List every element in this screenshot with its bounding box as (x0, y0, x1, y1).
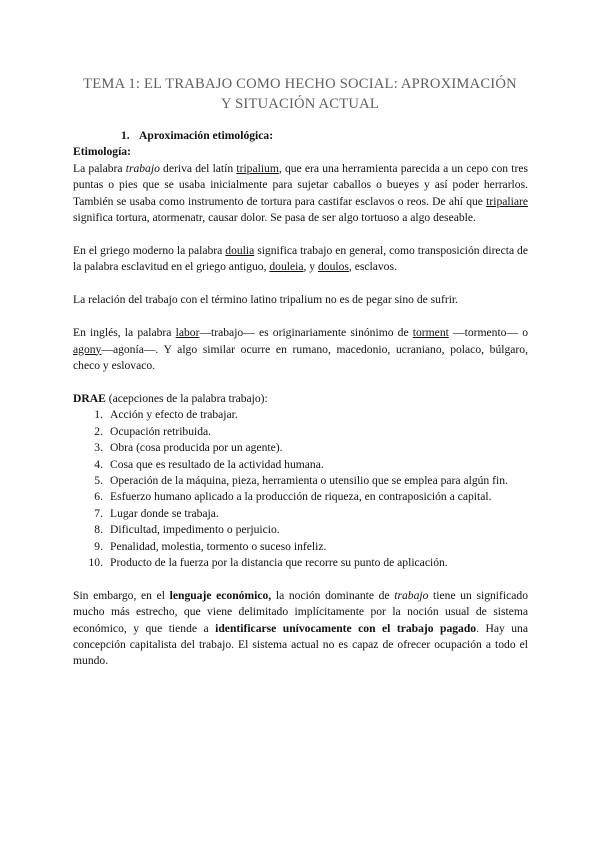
bold-term: identificarse unívocamente con el trabajo pagado (215, 621, 477, 635)
drae-heading: DRAE (acepciones de la palabra trabajo): (73, 391, 268, 405)
list-item: 9. Penalidad, molestia, tormento o suceso infeliz. (94, 539, 327, 553)
underlined-term: doulia (225, 243, 255, 257)
paragraph-ingles: En inglés, la palabra labor—trabajo— es originariamente sinónimo de torment —tormento— o agony—agonía—. Y algo similar ocurre en rumano, macedonio, ucraniano, polaco, búlgaro, checo y eslovaco. (73, 326, 529, 372)
section-number: 1. (121, 129, 130, 142)
paragraph-relacion: La relación del trabajo con el término latino tripalium no es de pegar sino de sufrir. (73, 293, 459, 307)
list-item: 2. Ocupación retribuida. (94, 424, 212, 438)
underlined-term: agony (73, 342, 102, 356)
list-item: 3. Obra (cosa producida por un agente). (94, 441, 283, 455)
document-body (73, 128, 528, 670)
paragraph-griego: En el griego moderno la palabra doulia significa trabajo en general, como transposición directa de la palabra esclavitud en el griego antiguo, douleia, y doulos, esclavos. (73, 243, 528, 274)
list-item: 7. Lugar donde se trabaja. (94, 506, 219, 520)
underlined-term: torment (412, 326, 449, 340)
page-title (40, 74, 560, 114)
underlined-term: doulos (318, 260, 349, 274)
underlined-term: tripalium (236, 161, 279, 175)
italic-term: trabajo (394, 588, 429, 602)
underlined-term: douleia (269, 260, 304, 274)
subheading-etimologia: Etimología: (73, 145, 131, 159)
list-item: 10. Producto de la fuerza por la distancia que recorre su punto de aplicación. (88, 555, 448, 569)
list-item: 1. Acción y efecto de trabajar. (94, 408, 238, 422)
underlined-term: labor (175, 326, 200, 340)
drae-label: DRAE (73, 391, 106, 405)
section-heading-text: Aproximación etimológica: (139, 129, 274, 142)
paragraph-tripalium: La palabra trabajo deriva del latín tripalium, que era una herramienta parecida a un cepo con tres puntas o pies que se usaba inicialmente para sujetar caballos o bueyes y así poder herrarlos. También se usaba como instrumento de tortura para castifar esclavos o reos. De ahí que tripaliare significa tortura, atormenatr, causar dolor. Se pasa de ser algo tortuoso a algo deseable. (73, 161, 528, 225)
paragraph-lenguaje-economico: Sin embargo, en el lenguaje económico, la noción dominante de trabajo tiene un significado mucho más estrecho, que viene delimitado implícitamente por la noción usual de sistema económico, y que tiende a identificarse unívocamente con el trabajo pagado. Hay una concepción capitalista del trabajo. El sistema actual no es capaz de ofrecer ocupación a todo el mundo. (73, 588, 529, 668)
italic-term: trabajo (125, 161, 160, 175)
list-item: 8. Dificultad, impedimento o perjuicio. (94, 523, 280, 537)
underlined-term: tripaliare (486, 194, 528, 208)
list-item: 6. Esfuerzo humano aplicado a la producción de riqueza, en contraposición a capital. (94, 490, 492, 504)
list-item: 4. Cosa que es resultado de la actividad humana. (94, 457, 324, 471)
title-line-2: Y SITUACIÓN ACTUAL (221, 96, 379, 112)
drae-list (73, 407, 528, 571)
bold-term: lenguaje económico, (169, 588, 272, 602)
section-heading (121, 128, 528, 144)
list-item: 5. Operación de la máquina, pieza, herramienta o utensilio que se emplea para algún fin. (94, 473, 508, 487)
title-line-1: TEMA 1: EL TRABAJO COMO HECHO SOCIAL: APROXIMACIÓN (83, 76, 517, 92)
